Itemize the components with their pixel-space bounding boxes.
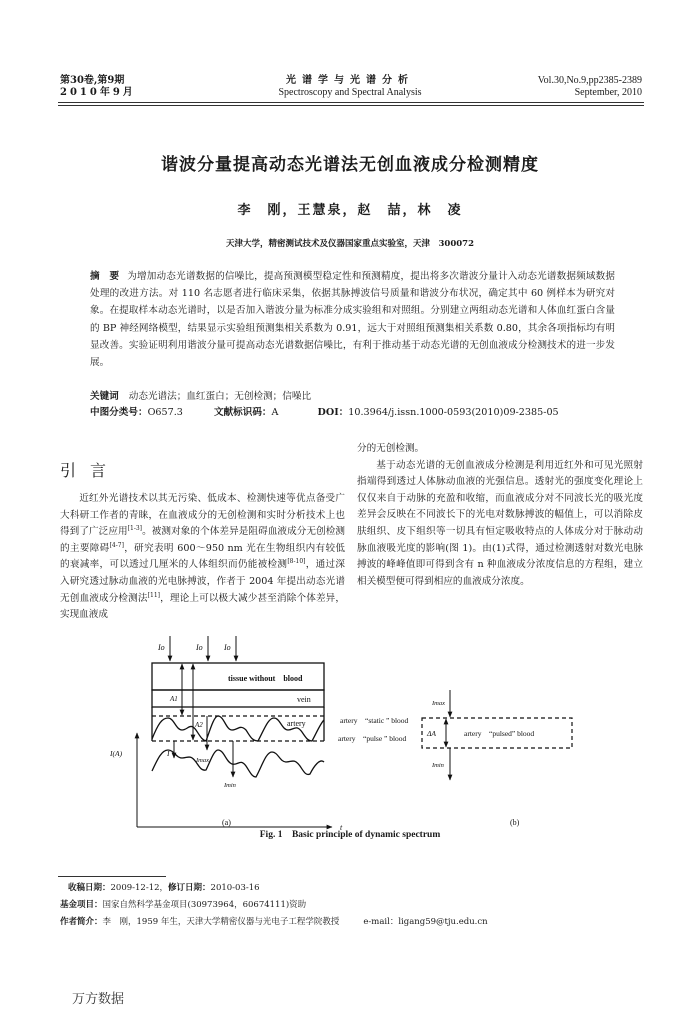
body-text: ，理论上可以极大减少甚至消除个体差异，实现血液成 [60,592,346,621]
incident-label: Io [158,643,165,652]
volume-en: Vol.30,No.9,pp2385-2389 [537,75,642,86]
a1-label: A1 [170,695,178,703]
body-right-column [357,441,643,590]
figure-caption: Fig. 1 Basic principle of dynamic spectrum [259,830,441,840]
delta-a-label: ΔA [427,729,436,738]
received-label: 收稿日期： [68,883,111,893]
article-affiliation: 天津大学，精密测试技术及仪器国家重点实验室，天津 300072 [226,239,474,249]
footnote-rule [58,876,166,877]
keywords-text: 动态光谱法；血红蛋白；无创检测；信噪比 [128,391,312,402]
imin-label-b: Imin [432,762,444,769]
watermark: 万方数据 [72,992,125,1007]
footnote-dates [68,882,260,894]
section-heading: 引言 [60,461,121,480]
body-text: 近红外光谱技术以其无污染、低成本、检测快速等优点备受广大科研工作者的青睐，在血液成分的无创检测和实时分析技术上也得到了广泛应用 [60,493,345,538]
journal-name-cn: 光谱学与光谱分析 [286,75,414,86]
keywords-label: 关键词 [90,391,119,402]
doi-value: 10.3964/j.issn.1000-0593(2010)09-2385-05 [348,407,559,418]
abstract-label: 摘 要 [90,271,120,282]
article-title: 谐波分量提高动态光谱法无创血液成分检测精度 [161,155,539,175]
vein-layer-label: vein [297,695,311,704]
clc-label: 中图分类号： [90,407,148,418]
imax-label-b: Imax [432,700,445,707]
doc-code-value: A [271,407,279,418]
date-cn: 2010年9月 [60,87,136,98]
keywords [90,389,311,404]
body-paragraph: 基于动态光谱的无创血液成分检测是利用近红外和可见光照射指端得到透过人体脉动血液的光强信息。透射光的强度变化理论上仅仅来自于动脉的充盈和收缩，而血液成分对不同波长光的吸光度差异会反映在不同波长下的光电对数脉搏波的幅值上，可以消除皮肤组织、皮下组织等一切具有恒定吸收特点的人体成分对于脉动动脉血液吸光度的影响(图 1)。由(1)式得，通过检测透射对数光电脉搏波的峰峰值即可得到含有 n 种血液成分浓度信息的方程组，建立相关模型便可得到相应的血液成分浓度。 [357,459,643,587]
header-rule [58,102,644,106]
intensity-waveform [152,750,324,777]
classification-line [90,405,559,420]
footnote-fund [60,899,306,911]
panel-a-labels [110,643,343,832]
a2-label: A2 [195,721,203,729]
imax-label: Imax [196,757,209,764]
citation: [1-3] [127,525,143,532]
citation: [8-10] [287,558,306,566]
artery-layer-label: artery [287,719,306,728]
body-text: ，通过深入研究透过脉动血液的光电脉搏波，作者于 2004 年提出动态光谱无创血液成分检测法 [60,559,346,604]
journal-name-en: Spectroscopy and Spectral Analysis [278,87,422,98]
static-blood-label: artery “static ” blood [340,716,409,725]
citation: [11] [147,591,160,599]
incident-label: Io [196,643,203,652]
legend-labels [338,716,409,743]
citation: [4-7] [109,541,124,549]
y-axis-label: I(A) [110,749,123,758]
panel-a-label: (a) [222,818,231,827]
journal-name [220,75,480,99]
fund-text: 国家自然科学基金项目(30973964，60674111)资助 [102,900,307,910]
revised-label: 修订日期： [168,883,211,893]
article-authors: 李 刚，王慧泉，赵 喆，林 凌 [237,203,463,218]
figure-dynamic-spectrum [110,634,650,834]
panel-a [137,636,332,827]
received-date: 2009-12-12， [110,883,169,893]
revised-date: 2010-03-16 [210,883,260,893]
issue-info-cn [60,75,136,99]
fund-label: 基金项目： [60,900,103,910]
x-axis-label: t [340,823,343,832]
body-left-column [60,491,345,624]
footnote-author [60,916,488,928]
panel-b-label: (b) [510,818,520,827]
panel-b-labels [426,700,534,827]
imin-label: Imin [224,782,236,789]
volume-cn: 第30卷,第9期 [60,75,125,86]
i-label: I [167,749,170,758]
body-text: ，研究表明 600～950 nm 光在生物组织内有较低的衰减率，可以透过几厘米的人体组织而仍能被检测 [60,542,345,571]
tissue-layer-label: tissue without blood [228,674,303,683]
abstract-text: 为增加动态光谱数据的信噪比，提高预测模型稳定性和预测精度，提出将多次谐波分量计入动态光谱数据频域数据处理的改进方法。对 110 名志愿者进行临床采集，依据其脉搏波信号质量和谐波分布状况，确定其中 60 例样本为研究对象。在提取样本动态光谱时，以是否加入谐波分量为标准分成实验组和对照组。分别建立两组动态光谱和人体血红蛋白含量的 BP 神经网络模型，结果显示实验组预测集相关系数为 0.91，远大于对照组预测集相关系数 0.80，其余各项指标均有明显改善。实验证明利用谐波分量可提高动态光谱数据信噪比，有利于推动基于动态光谱的无创血液成分检测技术的进一步发展。 [90,271,616,369]
date-en: September, 2010 [574,87,642,98]
author-text: 李 刚，1959 年生，天津大学精密仪器与光电子工程学院教授 [102,917,340,927]
incident-label: Io [224,643,231,652]
clc-value: O657.3 [147,407,183,418]
doi-label: DOI： [317,407,349,418]
body-continuation: 分的无创检测。 [357,443,425,454]
author-label: 作者简介： [60,917,103,927]
doc-code-label: 文献标识码： [213,407,272,418]
pulse-blood-label: artery “pulse ” blood [338,734,407,743]
issue-info-en [538,75,642,99]
pulsed-blood-label: artery “pulsed” blood [464,729,535,738]
author-email: e-mail：ligang59@tju.edu.cn [363,917,488,927]
body-text: 。被测对象的个体差异是阻碍血液成分无创检测的主要障碍 [60,526,346,554]
abstract [90,268,615,371]
